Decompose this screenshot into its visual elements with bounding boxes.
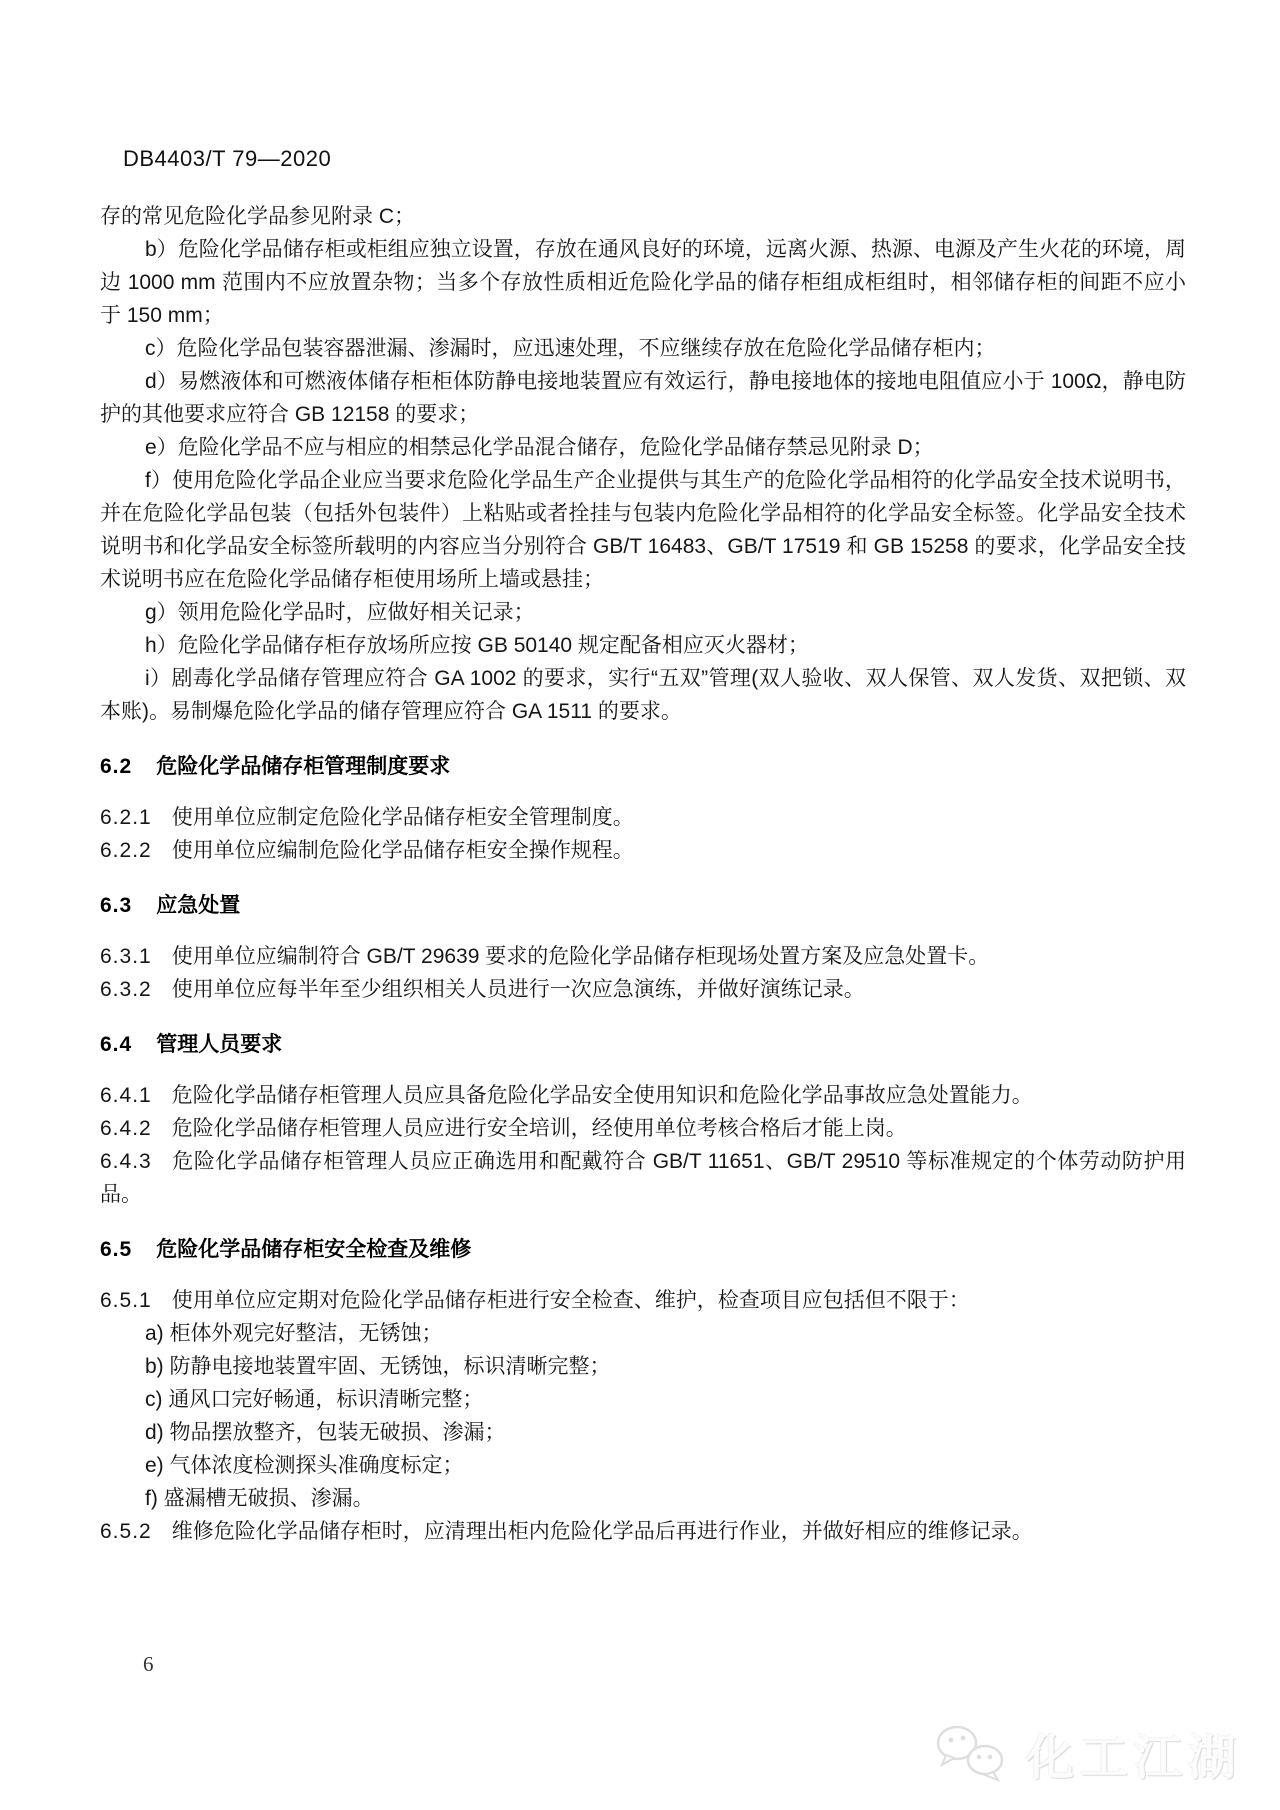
clause-6-4-2	[100, 1112, 1186, 1145]
section-heading-6-4	[100, 1028, 1186, 1061]
clause-6-4-1	[100, 1079, 1186, 1112]
clause-number: 6.5.2	[100, 1520, 152, 1543]
clause-number: 6.3.1	[100, 945, 152, 968]
section-heading-6-5	[100, 1233, 1186, 1266]
clause-number: 6.2.2	[100, 839, 152, 862]
list-item-c: c）危险化学品包装容器泄漏、渗漏时，应迅速处理，不应继续存放在危险化学品储存柜内；	[145, 337, 996, 360]
body-text	[100, 200, 1186, 1548]
section-number: 6.3	[100, 894, 133, 917]
clause-text: 使用单位应编制符合 GB/T 29639 要求的危险化学品储存柜现场处置方案及应急处置卡。	[171, 945, 990, 968]
clause-text: 危险化学品储存柜管理人员应正确选用和配戴符合 GB/T 11651、GB/T 29510 等标准规定的个体劳动防护用品。	[100, 1150, 1186, 1206]
clause-6-4-3	[100, 1145, 1186, 1211]
clause-text: 使用单位应定期对危险化学品储存柜进行安全检查、维护，检查项目应包括但不限于：	[171, 1289, 970, 1312]
clause-6-2-1	[100, 801, 1186, 834]
list-item-i: i）剧毒化学品储存管理应符合 GA 1002 的要求，实行“五双”管理(双人验收、双人保管、双人发货、双把锁、双本账)。易制爆危险化学品的储存管理应符合 GA 1511 的要求。	[100, 667, 1186, 723]
check-item-f: f) 盛漏槽无破损、渗漏。	[145, 1487, 374, 1510]
page-number: 6	[143, 1652, 154, 1676]
list-item-b: b）危险化学品储存柜或柜组应独立设置，存放在通风良好的环境，远离火源、热源、电源及产生火花的环境，周边 1000 mm 范围内不应放置杂物；当多个存放性质相近危险化学品的储存柜组成柜组时，相邻储存柜的间距不应小于 150 mm；	[100, 238, 1186, 327]
watermark-logo	[930, 1719, 1242, 1788]
clause-number: 6.4.3	[100, 1150, 152, 1173]
list-item-g: g）领用危险化学品时，应做好相关记录；	[145, 601, 535, 624]
clause-text: 维修危险化学品储存柜时，应清理出柜内危险化学品后再进行作业，并做好相应的维修记录。	[171, 1520, 1033, 1543]
clause-text: 使用单位应每半年至少组织相关人员进行一次应急演练，并做好演练记录。	[171, 978, 865, 1001]
section-heading-6-3	[100, 889, 1186, 922]
clause-number: 6.4.2	[100, 1117, 152, 1140]
list-item-f: f）使用危险化学品企业应当要求危险化学品生产企业提供与其生产的危险化学品相符的化学品安全技术说明书，并在危险化学品包装（包括外包装件）上粘贴或者拴挂与包装内危险化学品相符的化学品安全标签。化学品安全技术说明书和化学品安全标签所载明的内容应当分别符合 GB/T 16483、GB/T 17519 和 GB 15258 的要求，化学品安全技术说明书应在危险化学品储存柜使用场所上墙或悬挂；	[100, 469, 1186, 591]
section-title: 危险化学品储存柜管理制度要求	[156, 755, 451, 778]
section-number: 6.4	[100, 1033, 133, 1056]
check-item-c: c) 通风口完好畅通，标识清晰完整；	[145, 1388, 484, 1411]
clause-text: 使用单位应编制危险化学品储存柜安全操作规程。	[171, 839, 634, 862]
list-item-h: h）危险化学品储存柜存放场所应按 GB 50140 规定配备相应灭火器材；	[145, 634, 809, 657]
clause-6-3-2	[100, 973, 1186, 1006]
check-item-e: e) 气体浓度检测探头准确度标定；	[145, 1454, 464, 1477]
watermark-text: 化工江湖	[1025, 1732, 1242, 1785]
check-item-a: a) 柜体外观完好整洁，无锈蚀；	[145, 1322, 443, 1345]
list-item-d: d）易燃液体和可燃液体储存柜柜体防静电接地装置应有效运行，静电接地体的接地电阻值应小于 100Ω，静电防护的其他要求应符合 GB 12158 的要求；	[100, 370, 1186, 426]
clause-6-2-2	[100, 834, 1186, 867]
section-title: 危险化学品储存柜安全检查及维修	[156, 1238, 472, 1261]
section-title: 应急处置	[156, 894, 241, 917]
continuation-paragraph: 存的常见危险化学品参见附录 C；	[100, 205, 415, 228]
section-title: 管理人员要求	[156, 1033, 283, 1056]
doc-code: DB4403/T 79—2020	[123, 146, 332, 171]
wechat-icon	[930, 1719, 1014, 1788]
section-number: 6.2	[100, 755, 133, 778]
clause-text: 使用单位应制定危险化学品储存柜安全管理制度。	[171, 806, 634, 829]
clause-6-5-1	[100, 1284, 1186, 1317]
clause-number: 6.5.1	[100, 1289, 152, 1312]
check-item-d: d) 物品摆放整齐，包装无破损、渗漏；	[145, 1421, 506, 1444]
section-heading-6-2	[100, 750, 1186, 783]
clause-text: 危险化学品储存柜管理人员应具备危险化学品安全使用知识和危险化学品事故应急处置能力。	[171, 1084, 1033, 1107]
clause-text: 危险化学品储存柜管理人员应进行安全培训，经使用单位考核合格后才能上岗。	[171, 1117, 907, 1140]
list-item-e: e）危险化学品不应与相应的相禁忌化学品混合储存，危险化学品储存禁忌见附录 D；	[145, 436, 934, 459]
page-header	[123, 146, 331, 172]
clause-6-3-1	[100, 940, 1186, 973]
clause-number: 6.4.1	[100, 1084, 152, 1107]
clause-6-5-2	[100, 1515, 1186, 1548]
check-item-b: b) 防静电接地装置牢固、无锈蚀，标识清晰完整；	[145, 1355, 611, 1378]
clause-number: 6.2.1	[100, 806, 152, 829]
clause-number: 6.3.2	[100, 978, 152, 1001]
section-number: 6.5	[100, 1238, 133, 1261]
